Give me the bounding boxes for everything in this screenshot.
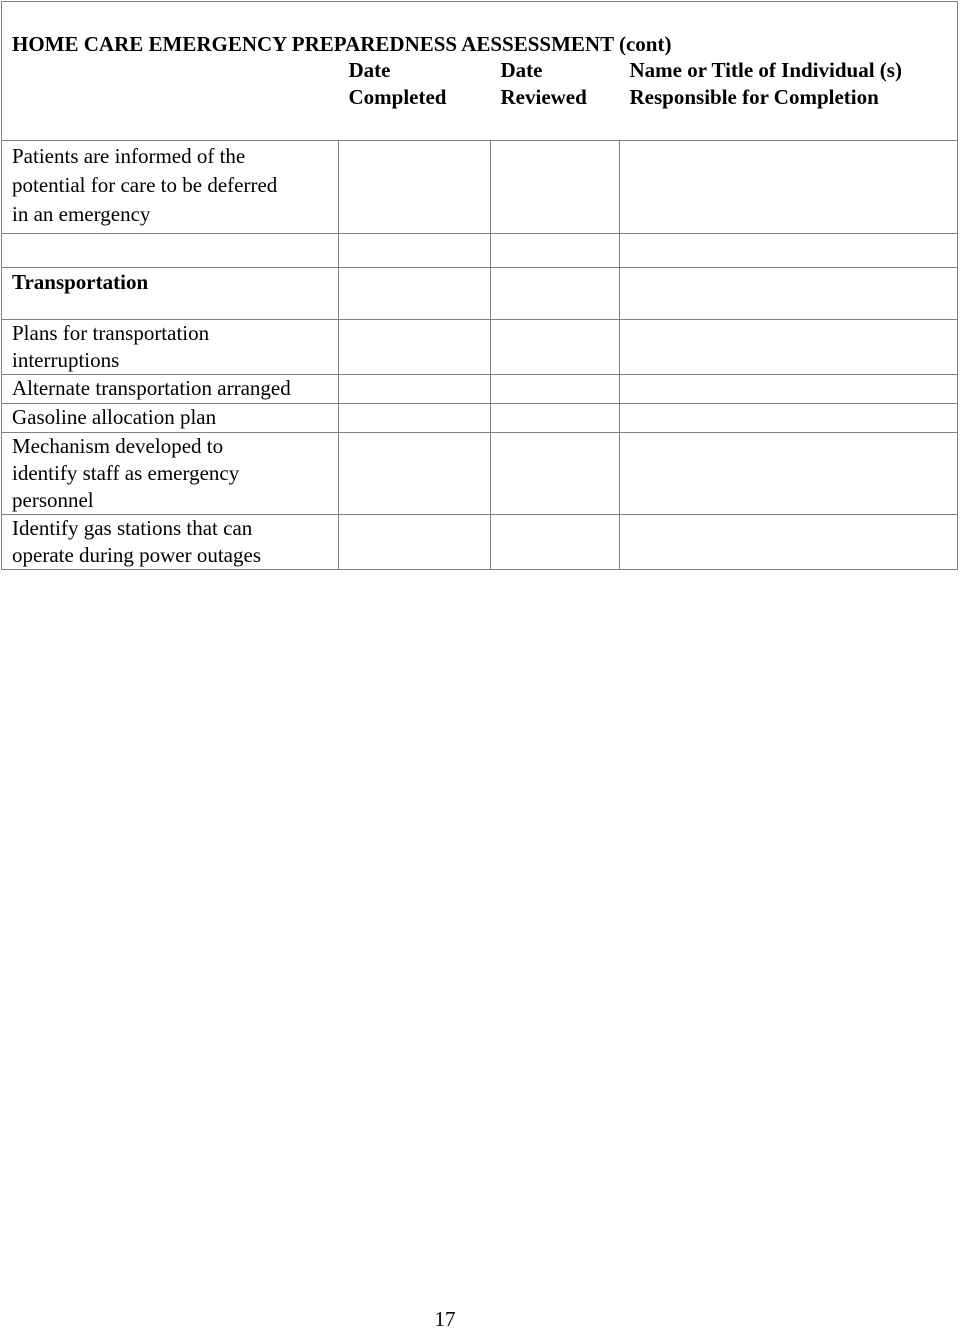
header-date-reviewed-line2: Reviewed — [500, 85, 587, 109]
table-row-identify — [2, 515, 958, 570]
row-description — [2, 404, 339, 433]
assessment-table — [1, 1, 958, 570]
row-text-line: Identify gas stations that can — [12, 516, 253, 540]
row-text-line: Alternate transportation arranged — [12, 376, 291, 400]
date-completed-cell[interactable] — [339, 268, 491, 320]
row-description — [2, 268, 339, 320]
date-reviewed-cell[interactable] — [491, 515, 620, 570]
row-text-line: potential for care to be deferred — [12, 173, 278, 197]
date-completed-cell[interactable] — [339, 320, 491, 375]
row-text-line: Patients are informed of the — [12, 144, 246, 168]
date-completed-cell[interactable] — [339, 433, 491, 515]
table-row-plans — [2, 320, 958, 375]
table-row-blank — [2, 234, 958, 268]
section-heading-transportation: Transportation — [12, 270, 149, 294]
row-description — [2, 375, 339, 404]
row-description — [2, 141, 339, 234]
date-reviewed-cell[interactable] — [491, 320, 620, 375]
responsible-cell[interactable] — [620, 375, 958, 404]
row-text-line: Plans for transportation — [12, 321, 210, 345]
responsible-cell[interactable] — [620, 433, 958, 515]
date-reviewed-cell[interactable] — [491, 141, 620, 234]
row-description — [2, 433, 339, 515]
date-reviewed-cell[interactable] — [491, 404, 620, 433]
header-responsible-line2: Responsible for Completion — [629, 85, 879, 109]
header-date-reviewed-line1: Date — [500, 58, 543, 82]
header-date-completed — [339, 57, 491, 141]
date-completed-cell[interactable] — [339, 234, 491, 268]
page-title: HOME CARE EMERGENCY PREPAREDNESS AESSESSMENT (cont) — [2, 2, 958, 58]
date-completed-cell[interactable] — [339, 141, 491, 234]
header-responsible-line1: Name or Title of Individual (s) — [629, 58, 902, 82]
date-completed-cell[interactable] — [339, 375, 491, 404]
row-text-line: identify staff as emergency — [12, 461, 240, 485]
table-row-mechanism — [2, 433, 958, 515]
responsible-cell[interactable] — [620, 141, 958, 234]
header-date-completed-line1: Date — [348, 58, 391, 82]
date-reviewed-cell[interactable] — [491, 234, 620, 268]
date-reviewed-cell[interactable] — [491, 375, 620, 404]
table-row-transportation-heading — [2, 268, 958, 320]
date-reviewed-cell[interactable] — [491, 268, 620, 320]
row-text-line: Mechanism developed to — [12, 434, 224, 458]
date-completed-cell[interactable] — [339, 515, 491, 570]
row-description — [2, 320, 339, 375]
page-number: 17 — [434, 1307, 456, 1331]
row-text-line: in an emergency — [12, 202, 151, 226]
table-row-gasoline — [2, 404, 958, 433]
table-row-alternate — [2, 375, 958, 404]
row-text-line: operate during power outages — [12, 543, 261, 567]
header-row — [2, 57, 958, 141]
responsible-cell[interactable] — [620, 515, 958, 570]
row-text-line: interruptions — [12, 348, 120, 372]
row-text-line: Gasoline allocation plan — [12, 405, 217, 429]
responsible-cell[interactable] — [620, 320, 958, 375]
responsible-cell[interactable] — [620, 404, 958, 433]
responsible-cell[interactable] — [620, 234, 958, 268]
date-completed-cell[interactable] — [339, 404, 491, 433]
table-row-patients — [2, 141, 958, 234]
row-description — [2, 234, 339, 268]
header-date-reviewed — [491, 57, 620, 141]
header-description-cell — [2, 57, 339, 141]
row-text-line: personnel — [12, 488, 94, 512]
header-responsible — [620, 57, 958, 141]
title-row — [2, 2, 958, 58]
responsible-cell[interactable] — [620, 268, 958, 320]
row-description — [2, 515, 339, 570]
header-date-completed-line2: Completed — [348, 85, 447, 109]
date-reviewed-cell[interactable] — [491, 433, 620, 515]
